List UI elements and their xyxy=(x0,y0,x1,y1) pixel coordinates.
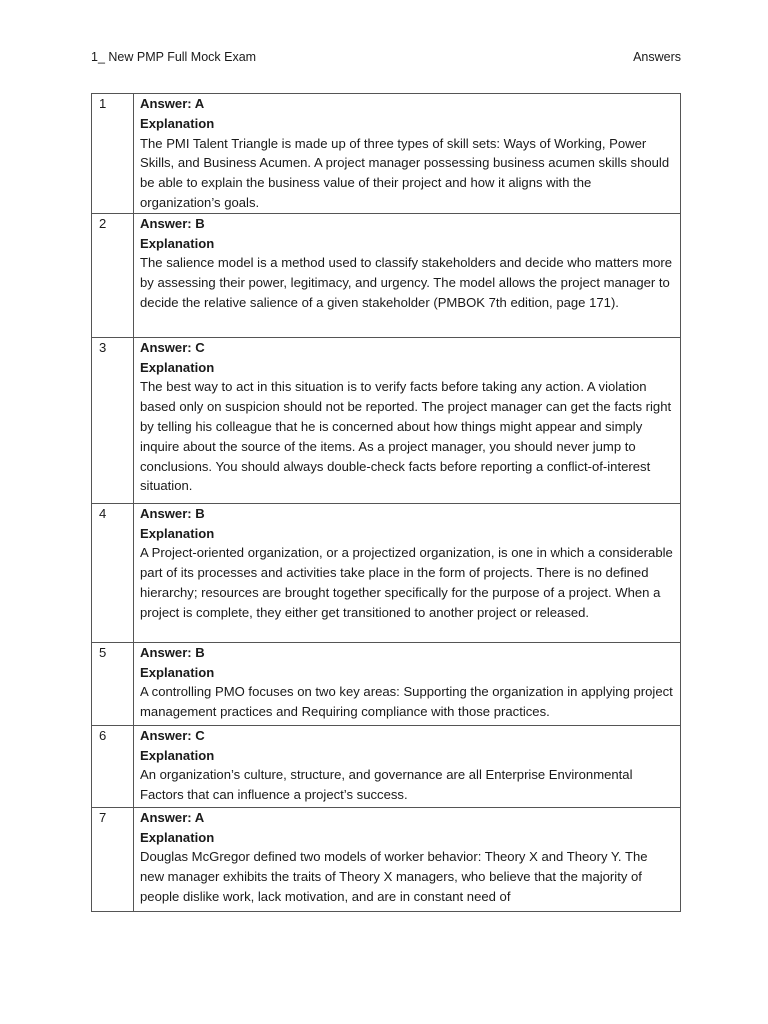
answer-cell xyxy=(134,337,681,503)
explanation-text: The salience model is a method used to classify stakeholders and decide who matters more by assessing their power, legitimacy, and urgency. The model allows the project manager to decide the relative salience of a given stakeholder (PMBOK 7th edition, page 171). xyxy=(140,255,673,310)
answer-cell xyxy=(134,94,681,214)
document-title: 1_ New PMP Full Mock Exam xyxy=(91,50,257,64)
explanation-label: Explanation xyxy=(140,525,215,541)
section-label: Answers xyxy=(633,50,681,64)
question-number: 1 xyxy=(92,94,134,214)
answer-cell xyxy=(134,807,681,911)
explanation-label: Explanation xyxy=(140,829,215,845)
explanation-text: A controlling PMO focuses on two key areas: Supporting the organization in applying project management practices and Requiring compliance with those practices. xyxy=(140,684,673,720)
table-row xyxy=(92,642,681,725)
explanation-label: Explanation xyxy=(140,359,215,375)
table-row xyxy=(92,337,681,503)
question-number: 2 xyxy=(92,213,134,337)
table-row xyxy=(92,213,681,337)
question-number: 7 xyxy=(92,807,134,911)
answer-label: Answer: B xyxy=(140,215,205,231)
explanation-label: Explanation xyxy=(140,115,215,131)
explanation-label: Explanation xyxy=(140,664,215,680)
question-number: 6 xyxy=(92,725,134,807)
answer-cell xyxy=(134,213,681,337)
answer-label: Answer: B xyxy=(140,644,205,660)
explanation-text: A Project-oriented organization, or a projectized organization, is one in which a considerable part of its processes and activities take place in the form of projects. There is no defined hierarchy; resources are brought together specifically for the purpose of a project. When a project is complete, they either get transitioned to another project or released. xyxy=(140,545,673,620)
explanation-label: Explanation xyxy=(140,235,215,251)
answer-label: Answer: C xyxy=(140,727,205,743)
answer-label: Answer: A xyxy=(140,809,205,825)
table-row xyxy=(92,503,681,642)
explanation-text: The best way to act in this situation is to verify facts before taking any action. A violation based only on suspicion should not be reported. The project manager can get the facts right by telling his colleague that he is concerned about how things might appear and simply inquire about the source of the items. As a project manager, you should never jump to conclusions. You should always double-check facts before reporting a conflict-of-interest situation. xyxy=(140,379,672,494)
answers-table xyxy=(91,93,681,912)
page-header xyxy=(91,47,681,67)
question-number: 3 xyxy=(92,337,134,503)
question-number: 4 xyxy=(92,503,134,642)
answer-label: Answer: A xyxy=(140,96,205,111)
table-row xyxy=(92,94,681,214)
answer-cell xyxy=(134,725,681,807)
answer-label: Answer: B xyxy=(140,505,205,521)
explanation-text: An organization’s culture, structure, and governance are all Enterprise Environmental Factors that can influence a project’s success. xyxy=(140,767,633,803)
table-row xyxy=(92,725,681,807)
table-row xyxy=(92,807,681,911)
explanation-label: Explanation xyxy=(140,747,215,763)
answer-cell xyxy=(134,642,681,725)
question-number: 5 xyxy=(92,642,134,725)
answer-label: Answer: C xyxy=(140,339,205,355)
explanation-text: The PMI Talent Triangle is made up of three types of skill sets: Ways of Working, Power Skills, and Business Acumen. A project manager possessing business acumen skills should be able to explain the business value of their project and how it aligns with the organization’s goals. xyxy=(140,135,670,210)
answer-cell xyxy=(134,503,681,642)
explanation-text: Douglas McGregor defined two models of worker behavior: Theory X and Theory Y. The new manager exhibits the traits of Theory X managers, who believe that the majority of people dislike work, lack motivation, and are in constant need of xyxy=(140,849,648,904)
